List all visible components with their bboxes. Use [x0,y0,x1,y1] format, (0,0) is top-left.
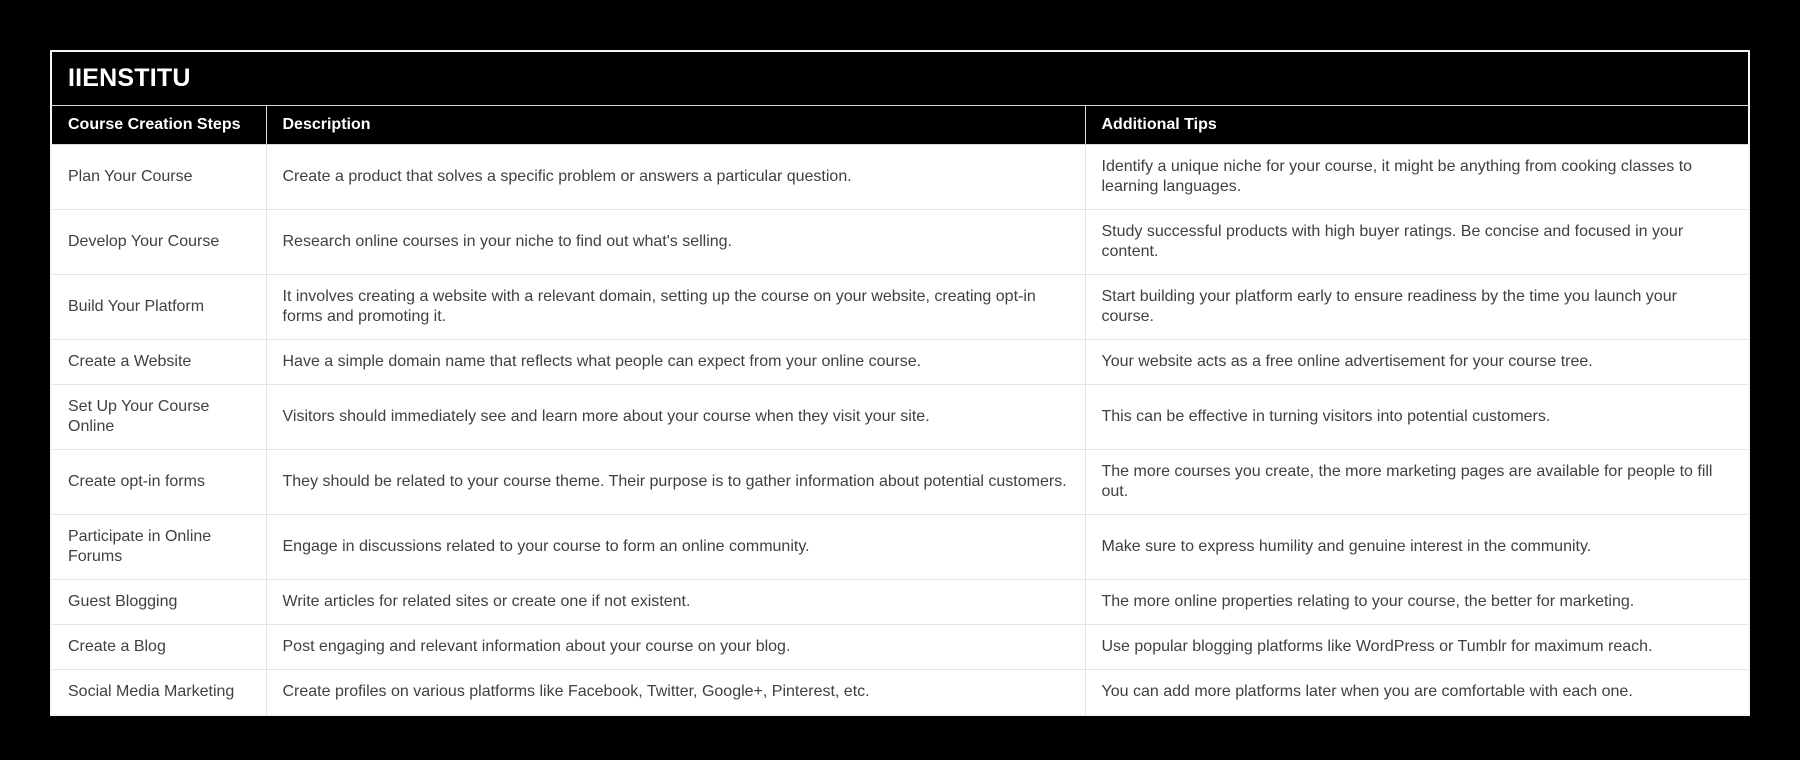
table-row [52,625,1748,670]
table-row [52,145,1748,210]
step-cell: Create a Website [52,340,266,385]
description-cell: It involves creating a website with a relevant domain, setting up the course on your website, creating opt-in forms and promoting it. [266,275,1085,340]
tip-cell: Make sure to express humility and genuine interest in the community. [1085,515,1748,580]
table-body [52,145,1748,715]
table-row [52,670,1748,715]
tip-cell: The more online properties relating to your course, the better for marketing. [1085,580,1748,625]
table-header [52,106,1748,145]
description-cell: Engage in discussions related to your course to form an online community. [266,515,1085,580]
description-cell: They should be related to your course theme. Their purpose is to gather information about potential customers. [266,450,1085,515]
description-cell: Visitors should immediately see and learn more about your course when they visit your site. [266,385,1085,450]
description-cell: Write articles for related sites or create one if not existent. [266,580,1085,625]
description-cell: Post engaging and relevant information about your course on your blog. [266,625,1085,670]
step-cell: Guest Blogging [52,580,266,625]
tip-cell: Identify a unique niche for your course, it might be anything from cooking classes to learning languages. [1085,145,1748,210]
tip-cell: Start building your platform early to ensure readiness by the time you launch your course. [1085,275,1748,340]
table-row [52,385,1748,450]
table-row [52,210,1748,275]
page-title: IIENSTITU [68,64,191,92]
step-cell: Build Your Platform [52,275,266,340]
step-cell: Set Up Your Course Online [52,385,266,450]
column-header-steps: Course Creation Steps [52,106,266,145]
tip-cell: You can add more platforms later when you are comfortable with each one. [1085,670,1748,715]
column-header-additional-tips: Additional Tips [1085,106,1748,145]
table-row [52,340,1748,385]
tip-cell: This can be effective in turning visitors into potential customers. [1085,385,1748,450]
title-bar [52,52,1748,106]
description-cell: Research online courses in your niche to find out what's selling. [266,210,1085,275]
tip-cell: Your website acts as a free online advertisement for your course tree. [1085,340,1748,385]
step-cell: Create opt-in forms [52,450,266,515]
step-cell: Participate in Online Forums [52,515,266,580]
step-cell: Social Media Marketing [52,670,266,715]
table-row [52,515,1748,580]
tip-cell: The more courses you create, the more marketing pages are available for people to fill out. [1085,450,1748,515]
description-cell: Have a simple domain name that reflects what people can expect from your online course. [266,340,1085,385]
table-row [52,450,1748,515]
table-row [52,275,1748,340]
table-row [52,580,1748,625]
course-creation-table [52,106,1748,714]
step-cell: Develop Your Course [52,210,266,275]
column-header-description: Description [266,106,1085,145]
step-cell: Plan Your Course [68,168,193,185]
description-cell: Create a product that solves a specific problem or answers a particular question. [266,145,1085,210]
description-cell: Create profiles on various platforms like Facebook, Twitter, Google+, Pinterest, etc. [266,670,1085,715]
step-cell: Create a Blog [52,625,266,670]
table-header-row [52,106,1748,145]
tip-cell: Use popular blogging platforms like WordPress or Tumblr for maximum reach. [1085,625,1748,670]
tip-cell: Study successful products with high buyer ratings. Be concise and focused in your content. [1085,210,1748,275]
course-table-card [50,50,1750,716]
